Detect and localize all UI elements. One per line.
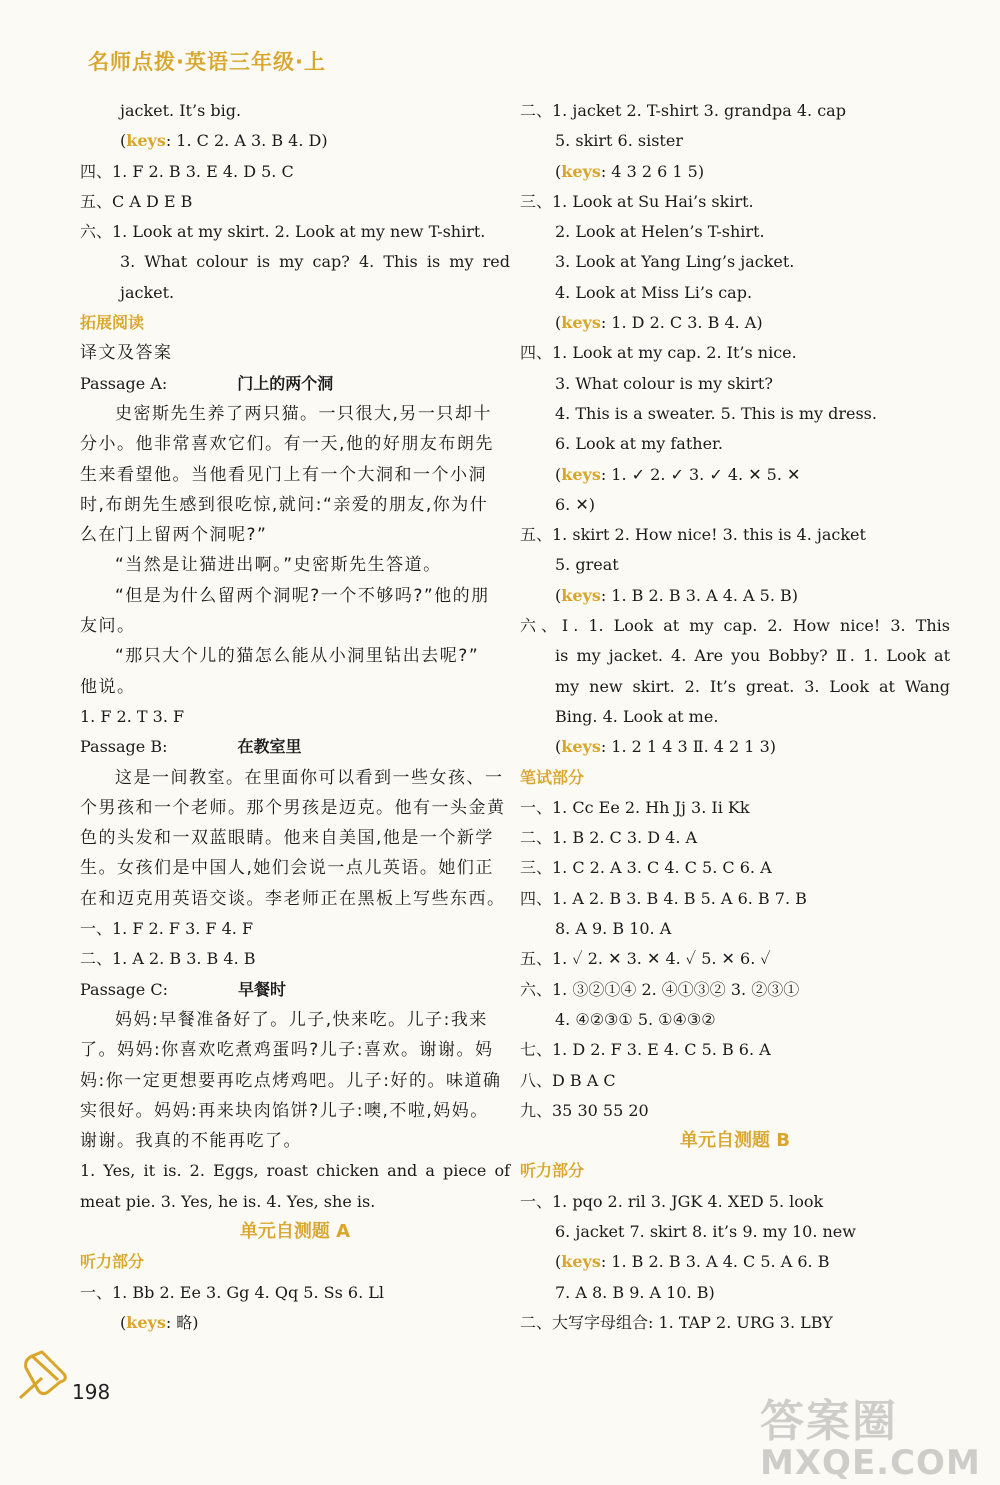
line-text: 四、1. F 2. B 3. E 4. D 5. C <box>80 161 294 181</box>
line-text: “但是为什么留两个洞呢?一个不够吗?”他的朋 <box>115 585 490 606</box>
line-text: Passage B: <box>80 737 168 757</box>
answer-line <box>80 944 510 974</box>
line-text: 3. What colour is my skirt? <box>555 373 773 393</box>
answer-line <box>80 399 510 429</box>
answer-line <box>80 1187 510 1217</box>
line-text: 四、1. Look at my cap. 2. It’s nice. <box>520 343 797 363</box>
line-text: 6. Look at my father. <box>555 434 724 454</box>
answer-line <box>80 1308 510 1338</box>
answer-line <box>80 187 510 217</box>
answer-line <box>520 217 950 247</box>
line-text: jacket. It’s big. <box>120 101 242 120</box>
answer-line <box>80 763 510 793</box>
answer-line <box>80 641 510 671</box>
answer-line <box>80 338 510 368</box>
answer-line <box>520 399 950 429</box>
answer-line <box>520 1035 950 1065</box>
answer-line <box>520 1187 950 1217</box>
line-text: 一、1. F 2. F 3. F 4. F <box>80 919 254 939</box>
line-text: 一、1. Bb 2. Ee 3. Gg 4. Qq 5. Ss 6. Ll <box>80 1282 384 1302</box>
line-text: (keys: 1. 2 1 4 3 Ⅱ. 4 2 1 3) <box>555 737 776 757</box>
answer-line <box>520 490 950 520</box>
line-text: 译文及答案 <box>80 343 173 364</box>
answer-line <box>520 823 950 853</box>
line-text: 他说。 <box>80 676 136 697</box>
line-text: 4. Look at Miss Li’s cap. <box>555 282 753 302</box>
section-heading <box>80 308 510 338</box>
line-text: 史密斯先生养了两只猫。一只很大,另一只却十 <box>115 403 492 424</box>
answer-line <box>520 520 950 550</box>
line-text: meat pie. 3. Yes, he is. 4. Yes, she is. <box>80 1191 376 1211</box>
test-title <box>80 1217 510 1247</box>
left-column <box>80 96 510 1338</box>
line-text: 听力部分 <box>520 1161 585 1181</box>
answer-line <box>80 217 510 247</box>
line-text: 五、1. skirt 2. How nice! 3. this is 4. jacket <box>520 525 866 545</box>
line-text: (keys: 略) <box>120 1312 199 1332</box>
page-header: 名师点拨·英语三年级·上 <box>88 50 326 74</box>
line-text: 六、Ⅰ. 1. Look at my cap. 2. How nice! 3. This <box>520 616 950 636</box>
answer-line <box>520 278 950 308</box>
answer-line <box>80 96 510 126</box>
line-text: 六、1. ③②①④ 2. ④①③② 3. ②③① <box>520 979 800 999</box>
line-text: (keys: 1. ✓ 2. ✓ 3. ✓ 4. ✕ 5. ✕ <box>555 464 801 484</box>
answer-line <box>80 1126 510 1156</box>
line-text: (keys: 4 3 2 6 1 5) <box>555 161 705 181</box>
line-text: 七、1. D 2. F 3. E 4. C 5. B 6. A <box>520 1040 771 1060</box>
answer-line <box>80 1156 510 1186</box>
answer-line <box>80 672 510 702</box>
answer-line <box>80 884 510 914</box>
line-text: 单元自测题 A <box>239 1220 351 1242</box>
line-text: 笔试部分 <box>520 767 585 787</box>
line-text: 生来看望他。当他看见门上有一个大洞和一个小洞 <box>80 464 487 485</box>
answer-line <box>80 490 510 520</box>
answer-line <box>520 611 950 641</box>
answer-line <box>520 550 950 580</box>
answer-line <box>520 793 950 823</box>
answer-line <box>520 914 950 944</box>
answer-line <box>520 1247 950 1277</box>
answer-line <box>80 550 510 580</box>
answer-line <box>80 157 510 187</box>
line-text: 三、1. Look at Su Hai’s skirt. <box>520 191 754 211</box>
answer-line <box>520 1217 950 1247</box>
line-text: 拓展阅读 <box>80 313 145 333</box>
answer-line <box>520 460 950 490</box>
answer-line <box>80 853 510 883</box>
answer-line <box>80 429 510 459</box>
line-text: (keys: 1. B 2. B 3. A 4. C 5. A 6. B <box>555 1252 830 1272</box>
line-text: Passage A: <box>80 373 168 393</box>
line-text: 听力部分 <box>80 1252 145 1272</box>
line-text: is my jacket. 4. Are you Bobby? Ⅱ. 1. Look at <box>555 646 950 666</box>
line-text: 么在门上留两个洞呢?” <box>80 525 268 546</box>
line-text: 一、1. pqo 2. ril 3. JGK 4. XED 5. look <box>520 1191 824 1211</box>
answer-line <box>80 1005 510 1035</box>
answer-line <box>520 672 950 702</box>
line-text: 时,布朗先生感到很吃惊,就问:“亲爱的朋友,你为什 <box>80 494 489 515</box>
line-text: Bing. 4. Look at me. <box>555 706 719 726</box>
line-text: 三、1. C 2. A 3. C 4. C 5. C 6. A <box>520 858 772 878</box>
line-text: 五、1. ✓ 2. ✕ 3. ✕ 4. ✓ 5. ✕ 6. ✓ <box>520 949 771 969</box>
line-text: 二、1. jacket 2. T-shirt 3. grandpa 4. cap <box>520 101 846 120</box>
answer-line <box>520 1278 950 1308</box>
line-text: 2. Look at Helen’s T-shirt. <box>555 222 765 242</box>
line-text: 6. ✕) <box>555 494 595 514</box>
answer-line <box>80 975 510 1005</box>
answer-line <box>80 611 510 641</box>
line-text: 妈妈:早餐准备好了。儿子,快来吃。儿子:我来 <box>115 1009 488 1030</box>
line-text: 谢谢。我真的不能再吃了。 <box>80 1131 302 1152</box>
answer-line <box>80 247 510 277</box>
answer-line <box>520 853 950 883</box>
line-text: 二、1. A 2. B 3. B 4. B <box>80 949 256 969</box>
answer-line <box>80 126 510 156</box>
answer-line <box>520 369 950 399</box>
answer-line <box>520 581 950 611</box>
answer-line <box>520 1005 950 1035</box>
answer-line <box>520 157 950 187</box>
page-number: 198 <box>72 1380 111 1404</box>
line-text: 八、D B A C <box>520 1070 616 1090</box>
answer-line <box>80 702 510 732</box>
answer-line <box>520 247 950 277</box>
answer-line <box>520 732 950 762</box>
line-text: 四、1. A 2. B 3. B 4. B 5. A 6. B 7. B <box>520 888 807 908</box>
answer-line <box>80 914 510 944</box>
line-text: 二、1. B 2. C 3. D 4. A <box>520 828 698 848</box>
answer-line <box>520 126 950 156</box>
line-text: 了。妈妈:你喜欢吃煮鸡蛋吗?儿子:喜欢。谢谢。妈 <box>80 1040 494 1061</box>
line-text: 九、35 30 55 20 <box>520 1100 649 1120</box>
line-text: “当然是让猫进出啊。”史密斯先生答道。 <box>115 555 442 576</box>
section-heading <box>520 763 950 793</box>
answer-line <box>80 1066 510 1096</box>
answer-line <box>520 1066 950 1096</box>
line-text: Passage C: <box>80 979 168 999</box>
watermark <box>760 1385 981 1483</box>
line-text: 4. ④②③① 5. ①④③② <box>555 1009 716 1029</box>
line-text: 五、C A D E B <box>80 191 193 211</box>
answer-line <box>520 702 950 732</box>
line-text: 妈:你一定更想要再吃点烤鸡吧。儿子:好的。味道确 <box>80 1070 502 1091</box>
answer-line <box>80 793 510 823</box>
line-text: 1. Yes, it is. 2. Eggs, roast chicken and a piece of <box>80 1161 510 1181</box>
line-text: 4. This is a sweater. 5. This is my dress. <box>555 403 877 423</box>
line-text: (keys: 1. C 2. A 3. B 4. D) <box>120 131 328 151</box>
answer-line <box>520 975 950 1005</box>
answer-line <box>80 732 510 762</box>
line-text: 3. What colour is my cap? 4. This is my red <box>120 252 510 272</box>
answer-line <box>80 460 510 490</box>
answer-line <box>80 1035 510 1065</box>
right-column <box>520 96 950 1338</box>
line-text: 5. great <box>555 555 619 575</box>
line-text: (keys: 1. D 2. C 3. B 4. A) <box>555 313 763 333</box>
line-text: 8. A 9. B 10. A <box>555 919 672 939</box>
answer-line <box>520 429 950 459</box>
passage-title: 在教室里 <box>237 737 302 757</box>
answer-line <box>80 1096 510 1126</box>
line-text: “那只大个儿的猫怎么能从小洞里钻出去呢?” <box>115 646 480 667</box>
watermark-bottom: MXQE.COM <box>760 1443 981 1483</box>
section-heading <box>80 1247 510 1277</box>
line-text: 一、1. Cc Ee 2. Hh Jj 3. Ii Kk <box>520 797 750 817</box>
line-text: 二、大写字母组合: 1. TAP 2. URG 3. LBY <box>520 1312 833 1332</box>
line-text: 这是一间教室。在里面你可以看到一些女孩、一 <box>115 767 504 788</box>
answer-line <box>80 581 510 611</box>
line-text: 5. skirt 6. sister <box>555 131 683 151</box>
answer-line <box>80 823 510 853</box>
answer-line <box>520 308 950 338</box>
answer-line <box>520 944 950 974</box>
line-text: 色的头发和一双蓝眼睛。他来自美国,他是一个新学 <box>80 828 494 849</box>
watermark-top: 答案圈 <box>760 1396 898 1447</box>
passage-title: 早餐时 <box>237 979 286 999</box>
line-text: 实很好。妈妈:再来块肉馅饼?儿子:噢,不啦,妈妈。 <box>80 1100 489 1121</box>
answer-line <box>520 187 950 217</box>
answer-line <box>520 96 950 126</box>
line-text: jacket. <box>120 282 175 302</box>
line-text: 个男孩和一个老师。那个男孩是迈克。他有一头金黄 <box>80 797 506 818</box>
line-text: 六、1. Look at my skirt. 2. Look at my new T-shirt. <box>80 222 486 242</box>
line-text: 生。女孩们是中国人,她们会说一点儿英语。她们正 <box>80 858 494 879</box>
answer-line <box>520 1096 950 1126</box>
section-heading <box>520 1156 950 1186</box>
line-text: 7. A 8. B 9. A 10. B) <box>555 1282 715 1302</box>
answer-line <box>520 641 950 671</box>
line-text: 6. jacket 7. skirt 8. it’s 9. my 10. new <box>555 1221 856 1241</box>
line-text: (keys: 1. B 2. B 3. A 4. A 5. B) <box>555 585 799 605</box>
line-text: 单元自测题 B <box>680 1130 790 1152</box>
line-text: my new skirt. 2. It’s great. 3. Look at Wang <box>555 676 950 696</box>
answer-line <box>80 520 510 550</box>
answer-line <box>520 338 950 368</box>
test-title <box>520 1126 950 1156</box>
line-text: 在和迈克用英语交谈。李老师正在黑板上写些东西。 <box>80 888 506 909</box>
line-text: 分小。他非常喜欢它们。有一天,他的好朋友布朗先 <box>80 434 494 455</box>
passage-title: 门上的两个洞 <box>237 373 334 393</box>
answer-line <box>520 884 950 914</box>
answer-line <box>80 278 510 308</box>
answer-line <box>520 1308 950 1338</box>
answer-line <box>80 1278 510 1308</box>
answer-line <box>80 369 510 399</box>
line-text: 1. F 2. T 3. F <box>80 706 185 726</box>
line-text: 3. Look at Yang Ling’s jacket. <box>555 252 795 272</box>
line-text: 友问。 <box>80 616 136 637</box>
